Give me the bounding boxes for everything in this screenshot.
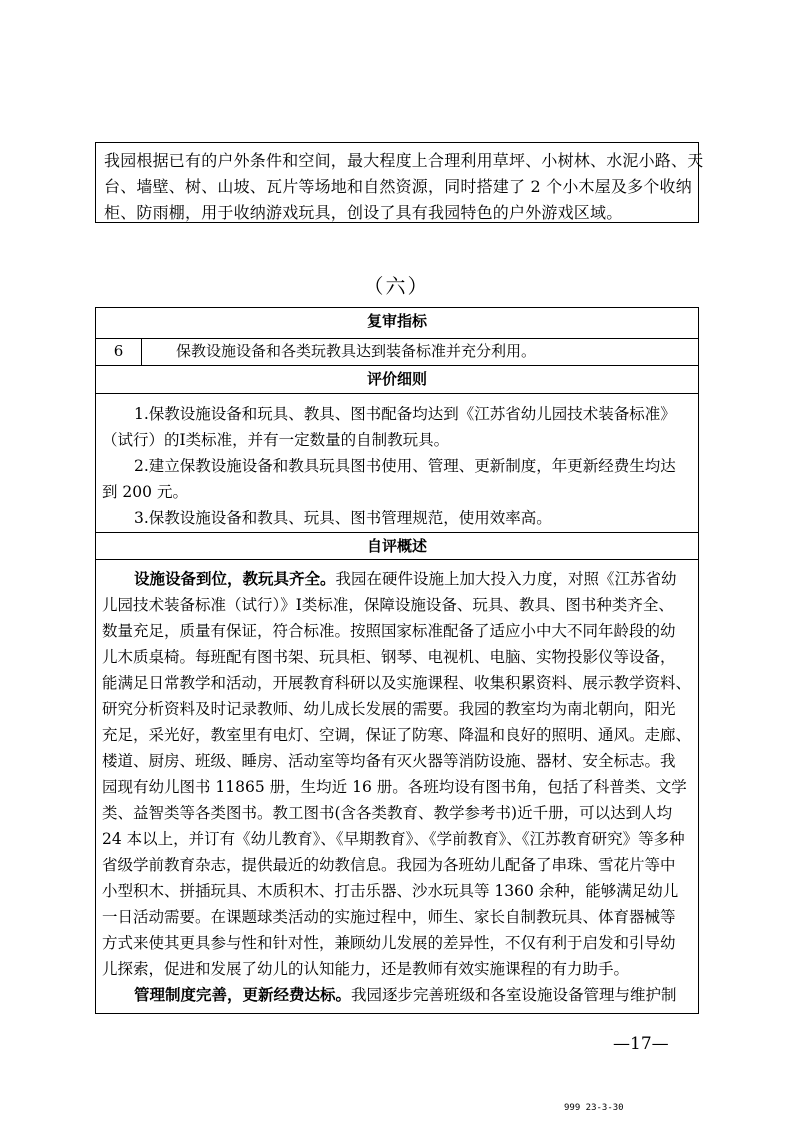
intro-paragraph-box bbox=[95, 142, 704, 223]
paragraph-line: 省级学前教育杂志，提供最近的幼教信息。我园为各班幼儿配备了串珠、雪花片等中 bbox=[102, 856, 676, 874]
paragraph-line: 儿探索，促进和发展了幼儿的认知能力，还是教师有效实施课程的有力助手。 bbox=[102, 960, 630, 978]
evaluation-table bbox=[95, 307, 699, 1014]
review-indicator-header-label: 复审指标 bbox=[366, 312, 427, 330]
criteria-line: （试行）的Ⅰ类标准，并有一定数量的自制教玩具。 bbox=[102, 431, 450, 449]
review-indicator-header bbox=[96, 308, 698, 338]
section-heading: （六） bbox=[363, 274, 430, 298]
criteria-content bbox=[96, 393, 698, 532]
intro-line: 台、墙壁、树、山坡、瓦片等场地和自然资源，同时搭建了 2 个小木屋及多个收纳 bbox=[104, 177, 692, 196]
criteria-line: 2.建立保教设施设备和教具玩具图书使用、管理、更新制度，年更新经费生均达 bbox=[134, 457, 676, 475]
paragraph-line: 24 本以上，并订有《幼儿教育》、《早期教育》、《学前教育》、《江苏教育研究》等多种 bbox=[102, 830, 685, 848]
paragraph-lead-rest: 我园在硬件设施上加大投入力度，对照《江苏省幼 bbox=[335, 570, 677, 588]
intro-line: 我园根据已有的户外条件和空间，最大程度上合理利用草坪、小树林、水泥小路、天 bbox=[104, 151, 704, 170]
paragraph-line: 楼道、厨房、班级、睡房、活动室等均备有灭火器等消防设施、器材、安全标志。我 bbox=[102, 752, 676, 770]
paragraph-line: 园现有幼儿图书 11865 册，生均近 16 册。各班均设有图书角，包括了科普类、文学 bbox=[102, 778, 687, 796]
indicator-number: 6 bbox=[96, 339, 142, 365]
criteria-line: 到 200 元。 bbox=[102, 483, 188, 501]
paragraph-lead-bold: 设施设备到位，教玩具齐全。 bbox=[134, 569, 336, 588]
indicator-text: 保教设施设备和各类玩教具达到装备标准并充分利用。 bbox=[176, 342, 537, 360]
paragraph-lead-rest: 我园逐步完善班级和各室设施设备管理与维护制 bbox=[351, 986, 677, 1004]
criteria-header-label: 评价细则 bbox=[366, 370, 427, 388]
paragraph-line: 研究分析资料及时记录教师、幼儿成长发展的需要。我园的教室均为南北朝向，阳光 bbox=[102, 700, 676, 718]
paragraph-line: 能满足日常教学和活动，开展教育科研以及实施课程、收集积累资料、展示教学资料、 bbox=[102, 674, 692, 692]
criteria-header bbox=[96, 365, 698, 393]
page-number: —17— bbox=[613, 1034, 669, 1054]
paragraph-second-first-line bbox=[134, 983, 677, 1005]
paragraph-first-line bbox=[134, 567, 677, 589]
paragraph-line: 数量充足，质量有保证，符合标准。按照国家标准配备了适应小中大不同年龄段的幼 bbox=[102, 622, 676, 640]
criteria-line: 3.保教设施设备和教具、玩具、图书管理规范，使用效率高。 bbox=[134, 509, 552, 527]
self-evaluation-content bbox=[96, 559, 698, 1013]
indicator-row bbox=[96, 338, 698, 365]
paragraph-line: 儿木质桌椅。每班配有图书架、玩具柜、钢琴、电视机、电脑、实物投影仪等设备， bbox=[102, 648, 676, 666]
paragraph-line: 一日活动需要。在课题球类活动的实施过程中，师生、家长自制教玩具、体育器械等 bbox=[102, 908, 676, 926]
paragraph-line: 类、益智类等各类图书。教工图书(含各类教育、教学参考书)近千册，可以达到人均 bbox=[102, 804, 673, 822]
criteria-line: 1.保教设施设备和玩具、教具、图书配备均达到《江苏省幼儿园技术装备标准》 bbox=[134, 405, 676, 423]
paragraph-line: 充足，采光好，教室里有电灯、空调，保证了防寒、降温和良好的照明、通风。走廊、 bbox=[102, 726, 692, 744]
paragraph-lead-bold: 管理制度完善，更新经费达标。 bbox=[134, 985, 352, 1004]
paragraph-line: 方式来使其更具参与性和针对性，兼顾幼儿发展的差异性，不仅有利于启发和引导幼 bbox=[102, 934, 676, 952]
intro-line: 柜、防雨棚，用于收纳游戏玩具，创设了具有我园特色的户外游戏区域。 bbox=[104, 203, 623, 222]
self-evaluation-header bbox=[96, 532, 698, 559]
self-evaluation-header-label: 自评概述 bbox=[366, 537, 427, 555]
paragraph-line: 小型积木、拼插玩具、木质积木、打击乐器、沙水玩具等 1360 余种，能够满足幼儿 bbox=[102, 882, 679, 900]
paragraph-line: 儿园技术装备标准（试行）》Ⅰ类标准，保障设施设备、玩具、教具、图书种类齐全、 bbox=[102, 596, 674, 614]
footer-stamp: 999 23-3-30 bbox=[564, 1103, 624, 1113]
